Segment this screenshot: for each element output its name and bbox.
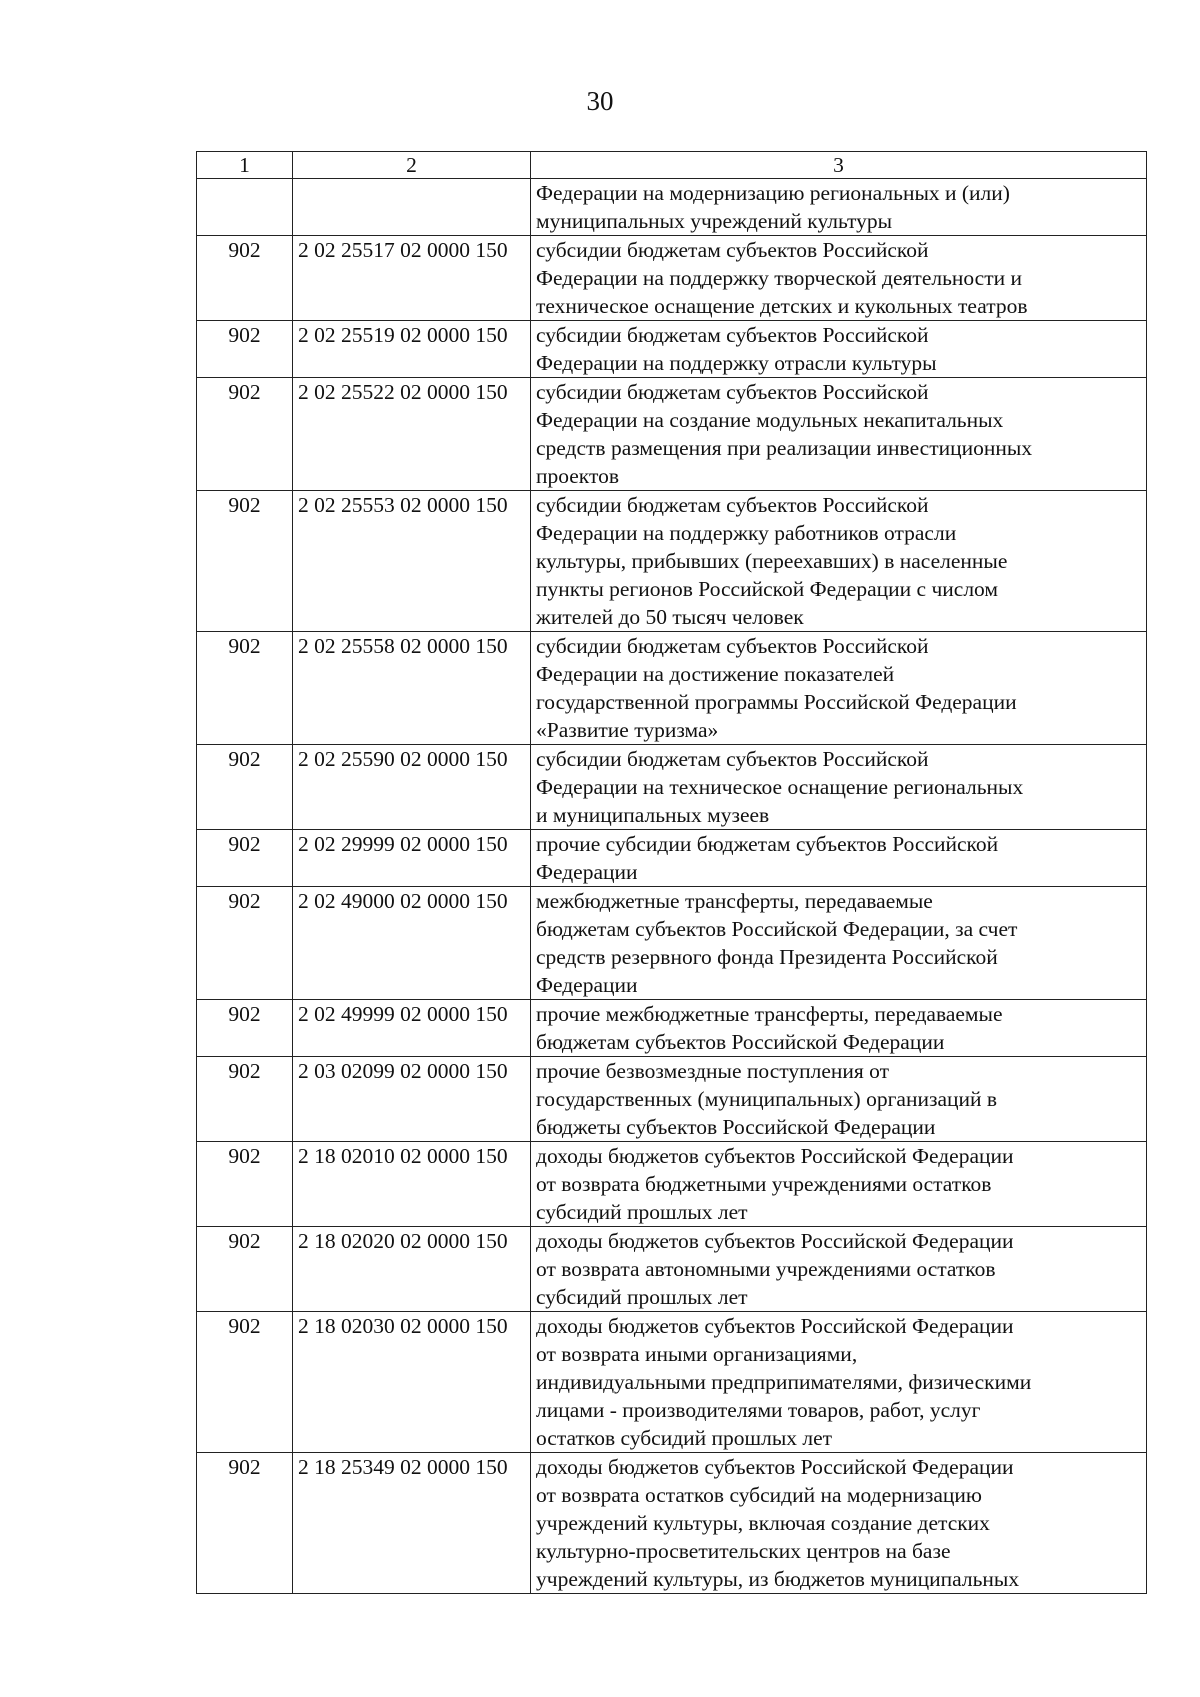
revenue-name-line: бюджетам субъектов Российской Федерации bbox=[536, 1030, 945, 1054]
revenue-name-line: Федерации на модернизацию региональных и (или) bbox=[536, 181, 1010, 205]
revenue-name-line: прочие межбюджетные трансферты, передаваемые bbox=[536, 1002, 1003, 1026]
admin-code-cell: 902 bbox=[197, 491, 293, 632]
table-row bbox=[197, 321, 1147, 378]
revenue-name-line: Федерации на достижение показателей bbox=[536, 662, 895, 686]
admin-code-cell: 902 bbox=[197, 1057, 293, 1142]
revenue-name-line: от возврата бюджетными учреждениями остатков bbox=[536, 1172, 992, 1196]
revenue-code-cell: 2 18 02010 02 0000 150 bbox=[293, 1142, 531, 1227]
revenue-code-cell: 2 02 49999 02 0000 150 bbox=[293, 1000, 531, 1057]
admin-code-cell: 902 bbox=[197, 632, 293, 745]
revenue-name-line: от возврата автономными учреждениями остатков bbox=[536, 1257, 996, 1281]
revenue-name-line: субсидии бюджетам субъектов Российской bbox=[536, 238, 929, 262]
revenue-name-line: жителей до 50 тысяч человек bbox=[536, 605, 804, 629]
revenue-name-line: учреждений культуры, из бюджетов муниципальных bbox=[536, 1567, 1020, 1591]
revenue-name-line: Федерации на поддержку творческой деятельности и bbox=[536, 266, 1023, 290]
revenue-name-line: от возврата остатков субсидий на модернизацию bbox=[536, 1483, 982, 1507]
admin-code-cell: 902 bbox=[197, 887, 293, 1000]
table-row bbox=[197, 378, 1147, 491]
revenue-name-line: доходы бюджетов субъектов Российской Федерации bbox=[536, 1144, 1014, 1168]
table-row bbox=[197, 179, 1147, 236]
admin-code-cell: 902 bbox=[197, 1000, 293, 1057]
revenue-name-cell bbox=[531, 1000, 1147, 1057]
revenue-name-line: бюджеты субъектов Российской Федерации bbox=[536, 1115, 936, 1139]
admin-code-cell: 902 bbox=[197, 378, 293, 491]
table-row bbox=[197, 236, 1147, 321]
revenue-name-cell bbox=[531, 1312, 1147, 1453]
admin-code-cell: 902 bbox=[197, 745, 293, 830]
revenue-name-line: средств резервного фонда Президента Российской bbox=[536, 945, 998, 969]
revenue-name-line: культуры, прибывших (переехавших) в населенные bbox=[536, 549, 1008, 573]
column-header-3: 3 bbox=[531, 152, 1147, 179]
table-row bbox=[197, 1057, 1147, 1142]
revenue-name-line: техническое оснащение детских и кукольных театров bbox=[536, 294, 1028, 318]
revenue-name-cell bbox=[531, 179, 1147, 236]
revenue-name-line: индивидуальными предприпимателями, физическими bbox=[536, 1370, 1032, 1394]
revenue-name-line: и муниципальных музеев bbox=[536, 803, 770, 827]
revenue-name-line: «Развитие туризма» bbox=[536, 718, 719, 742]
revenue-name-cell bbox=[531, 632, 1147, 745]
table-row bbox=[197, 830, 1147, 887]
revenue-name-line: лицами - производителями товаров, работ, услуг bbox=[536, 1398, 981, 1422]
revenue-name-line: доходы бюджетов субъектов Российской Федерации bbox=[536, 1314, 1014, 1338]
table-row bbox=[197, 1453, 1147, 1594]
admin-code-cell: 902 bbox=[197, 1142, 293, 1227]
revenue-name-line: проектов bbox=[536, 464, 619, 488]
revenue-code-cell: 2 18 02020 02 0000 150 bbox=[293, 1227, 531, 1312]
revenue-name-cell bbox=[531, 1057, 1147, 1142]
revenue-name-line: субсидий прошлых лет bbox=[536, 1285, 748, 1309]
revenue-name-line: бюджетам субъектов Российской Федерации, за счет bbox=[536, 917, 1018, 941]
revenue-name-cell bbox=[531, 830, 1147, 887]
revenue-name-line: субсидии бюджетам субъектов Российской bbox=[536, 634, 929, 658]
table-header-row bbox=[197, 152, 1147, 179]
revenue-name-line: доходы бюджетов субъектов Российской Федерации bbox=[536, 1229, 1014, 1253]
revenue-code-cell: 2 02 29999 02 0000 150 bbox=[293, 830, 531, 887]
revenue-name-line: субсидии бюджетам субъектов Российской bbox=[536, 323, 929, 347]
revenue-code-cell: 2 02 25590 02 0000 150 bbox=[293, 745, 531, 830]
revenue-name-line: государственной программы Российской Федерации bbox=[536, 690, 1017, 714]
revenue-code-cell bbox=[293, 179, 531, 236]
revenue-name-line: муниципальных учреждений культуры bbox=[536, 209, 893, 233]
revenue-code-cell: 2 03 02099 02 0000 150 bbox=[293, 1057, 531, 1142]
admin-code-cell: 902 bbox=[197, 1227, 293, 1312]
revenue-name-line: Федерации на техническое оснащение региональных bbox=[536, 775, 1024, 799]
revenue-code-cell: 2 18 25349 02 0000 150 bbox=[293, 1453, 531, 1594]
table-row bbox=[197, 745, 1147, 830]
revenue-name-line: государственных (муниципальных) организаций в bbox=[536, 1087, 998, 1111]
revenue-name-cell bbox=[531, 321, 1147, 378]
table-body bbox=[197, 152, 1147, 1594]
admin-code-cell: 902 bbox=[197, 1312, 293, 1453]
column-header-2: 2 bbox=[293, 152, 531, 179]
revenue-name-line: субсидии бюджетам субъектов Российской bbox=[536, 747, 929, 771]
admin-code-cell: 902 bbox=[197, 321, 293, 378]
revenue-name-line: субсидий прошлых лет bbox=[536, 1200, 748, 1224]
admin-code-cell: 902 bbox=[197, 236, 293, 321]
revenue-name-line: прочие субсидии бюджетам субъектов Российской bbox=[536, 832, 999, 856]
revenue-code-cell: 2 02 25519 02 0000 150 bbox=[293, 321, 531, 378]
table-row bbox=[197, 887, 1147, 1000]
revenue-code-cell: 2 02 25522 02 0000 150 bbox=[293, 378, 531, 491]
admin-code-cell: 902 bbox=[197, 1453, 293, 1594]
revenue-name-cell bbox=[531, 745, 1147, 830]
table-row bbox=[197, 1000, 1147, 1057]
table-row bbox=[197, 632, 1147, 745]
revenue-name-cell bbox=[531, 887, 1147, 1000]
table-row bbox=[197, 491, 1147, 632]
revenue-name-line: культурно-просветительских центров на базе bbox=[536, 1539, 951, 1563]
revenue-name-line: субсидии бюджетам субъектов Российской bbox=[536, 493, 929, 517]
revenue-name-cell bbox=[531, 236, 1147, 321]
revenue-code-cell: 2 02 49000 02 0000 150 bbox=[293, 887, 531, 1000]
revenue-name-line: остатков субсидий прошлых лет bbox=[536, 1426, 833, 1450]
revenue-name-cell bbox=[531, 1142, 1147, 1227]
revenue-code-table bbox=[196, 151, 1147, 1594]
revenue-name-line: межбюджетные трансферты, передаваемые bbox=[536, 889, 933, 913]
revenue-name-line: доходы бюджетов субъектов Российской Федерации bbox=[536, 1455, 1014, 1479]
revenue-code-cell: 2 02 25553 02 0000 150 bbox=[293, 491, 531, 632]
revenue-code-cell: 2 18 02030 02 0000 150 bbox=[293, 1312, 531, 1453]
table-row bbox=[197, 1312, 1147, 1453]
revenue-name-cell bbox=[531, 1453, 1147, 1594]
revenue-name-cell bbox=[531, 1227, 1147, 1312]
revenue-name-line: Федерации на поддержку отрасли культуры bbox=[536, 351, 937, 375]
revenue-name-line: Федерации bbox=[536, 860, 638, 884]
revenue-name-line: учреждений культуры, включая создание детских bbox=[536, 1511, 990, 1535]
revenue-name-line: Федерации на создание модульных некапитальных bbox=[536, 408, 1004, 432]
page-number: 30 bbox=[586, 86, 614, 116]
revenue-name-line: пункты регионов Российской Федерации с числом bbox=[536, 577, 998, 601]
revenue-name-line: от возврата иными организациями, bbox=[536, 1342, 858, 1366]
revenue-name-cell bbox=[531, 491, 1147, 632]
column-header-1: 1 bbox=[197, 152, 293, 179]
revenue-name-line: прочие безвозмездные поступления от bbox=[536, 1059, 890, 1083]
revenue-name-line: Федерации bbox=[536, 973, 638, 997]
revenue-code-cell: 2 02 25558 02 0000 150 bbox=[293, 632, 531, 745]
revenue-name-line: средств размещения при реализации инвестиционных bbox=[536, 436, 1033, 460]
revenue-name-line: Федерации на поддержку работников отрасли bbox=[536, 521, 957, 545]
revenue-code-cell: 2 02 25517 02 0000 150 bbox=[293, 236, 531, 321]
admin-code-cell: 902 bbox=[197, 830, 293, 887]
table-row bbox=[197, 1227, 1147, 1312]
revenue-name-line: субсидии бюджетам субъектов Российской bbox=[536, 380, 929, 404]
admin-code-cell bbox=[197, 179, 293, 236]
revenue-name-cell bbox=[531, 378, 1147, 491]
table-row bbox=[197, 1142, 1147, 1227]
